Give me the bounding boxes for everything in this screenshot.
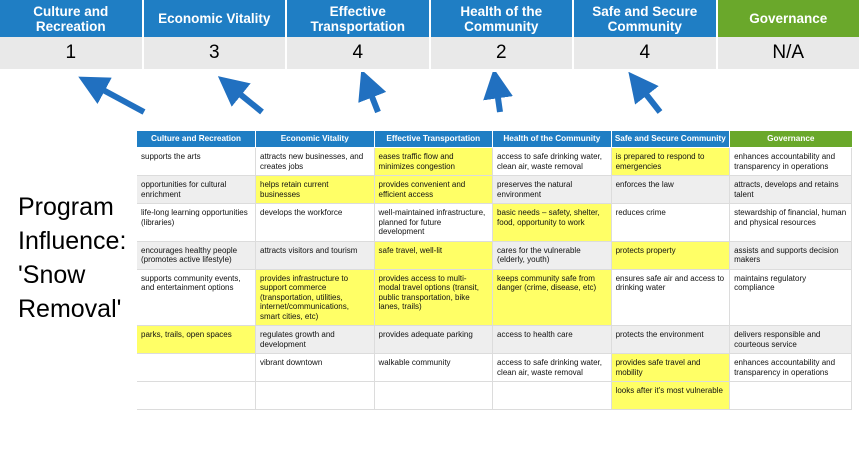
score-safe-and-secure-community: 4 [574,37,718,69]
matrix-cell: eases traffic flow and minimizes congestion [374,148,493,176]
table-row [137,176,852,204]
program-influence-caption: Program Influence: 'Snow Removal' [18,193,127,323]
matrix-col-effective-transportation: Effective Transportation [374,131,493,148]
matrix-cell: opportunities for cultural enrichment [137,176,256,204]
matrix-cell: assists and supports decision makers [730,241,852,269]
table-row [137,204,852,242]
pillar-header-culture-and-recreation: Culture and Recreation [0,0,144,37]
pillar-header-health-of-the-community: Health of the Community [431,0,575,37]
matrix-cell: encourages healthy people (promotes active lifestyle) [137,241,256,269]
matrix-cell: helps retain current businesses [256,176,375,204]
table-row [137,326,852,354]
matrix-cell: enhances accountability and transparency in operations [730,354,852,382]
pillar-header-band [0,0,859,37]
matrix-cell: is prepared to respond to emergencies [611,148,730,176]
matrix-cell: life-long learning opportunities (libraries) [137,204,256,242]
score-effective-transportation: 4 [287,37,431,69]
matrix-cell: preserves the natural environment [493,176,612,204]
matrix-body [137,148,852,410]
matrix-cell: provides convenient and efficient access [374,176,493,204]
matrix-col-governance: Governance [730,131,852,148]
arrow-effective-transportation [367,84,378,112]
table-row [137,148,852,176]
arrow-culture-and-recreation [92,84,144,112]
matrix-cell: supports the arts [137,148,256,176]
matrix-cell: access to safe drinking water, clean air, waste removal [493,148,612,176]
matrix-col-culture-and-recreation: Culture and Recreation [137,131,256,148]
matrix-cell [137,382,256,410]
pillar-header-governance: Governance [718,0,859,37]
score-governance: N/A [772,42,805,63]
matrix-cell [256,382,375,410]
matrix-cell: cares for the vulnerable (elderly, youth) [493,241,612,269]
matrix-cell: provides access to multi-modal travel options (transit, public transportation, bike lanes, trails) [374,269,493,326]
matrix-cell: maintains regulatory compliance [730,269,852,326]
pillar-header-economic-vitality: Economic Vitality [144,0,288,37]
score-culture-and-recreation: 1 [0,37,144,69]
matrix-cell: supports community events, and entertainment options [137,269,256,326]
matrix-cell: delivers responsible and courteous service [730,326,852,354]
matrix-cell: enhances accountability and transparency in operations [730,148,852,176]
matrix-cell: protects property [611,241,730,269]
matrix-cell: access to health care [493,326,612,354]
arrow-safe-and-secure-community [638,84,660,112]
matrix-cell: access to safe drinking water, clean air, waste removal [493,354,612,382]
pillar-header-safe-and-secure-community: Safe and Secure Community [574,0,718,37]
matrix-col-economic-vitality: Economic Vitality [256,131,375,148]
score-economic-vitality: 3 [144,37,288,69]
matrix-cell [493,382,612,410]
matrix-cell: safe travel, well-lit [374,241,493,269]
matrix-cell: provides adequate parking [374,326,493,354]
matrix-cell: parks, trails, open spaces [137,326,256,354]
matrix-cell: develops the workforce [256,204,375,242]
table-row [137,382,852,410]
matrix-cell: reduces crime [611,204,730,242]
table-row [137,269,852,326]
matrix-cell: attracts, develops and retains talent [730,176,852,204]
matrix-cell [374,382,493,410]
arrow-group [0,72,859,134]
matrix-cell: enforces the law [611,176,730,204]
matrix-cell: ensures safe air and access to drinking water [611,269,730,326]
score-health-of-the-community: 2 [431,37,575,69]
matrix-cell: looks after it's most vulnerable [611,382,730,410]
matrix-cell: walkable community [374,354,493,382]
score-band [0,37,859,72]
matrix-cell: attracts new businesses, and creates jobs [256,148,375,176]
matrix-cell: regulates growth and development [256,326,375,354]
matrix-cell: protects the environment [611,326,730,354]
table-row [137,241,852,269]
matrix-cell: provides infrastructure to support commerce (transportation, utilities, internet/communications, smart cities, etc) [256,269,375,326]
matrix-cell: basic needs – safety, shelter, food, opportunity to work [493,204,612,242]
matrix-cell [730,382,852,410]
matrix-cell: provides safe travel and mobility [611,354,730,382]
pillar-header-effective-transportation: Effective Transportation [287,0,431,37]
pillar-attributes-matrix [137,131,852,410]
matrix-col-safe-and-secure-community: Safe and Secure Community [611,131,730,148]
matrix-cell: well-maintained infrastructure, planned for future development [374,204,493,242]
matrix-header-row [137,131,852,148]
matrix-cell: keeps community safe from danger (crime, disease, etc) [493,269,612,326]
table-row [137,354,852,382]
arrow-health-of-the-community [496,84,500,112]
matrix-cell [137,354,256,382]
matrix-cell: attracts visitors and tourism [256,241,375,269]
matrix-col-health-of-the-community: Health of the Community [493,131,612,148]
matrix-cell: vibrant downtown [256,354,375,382]
arrow-economic-vitality [230,86,262,112]
matrix-cell: stewardship of financial, human and physical resources [730,204,852,242]
